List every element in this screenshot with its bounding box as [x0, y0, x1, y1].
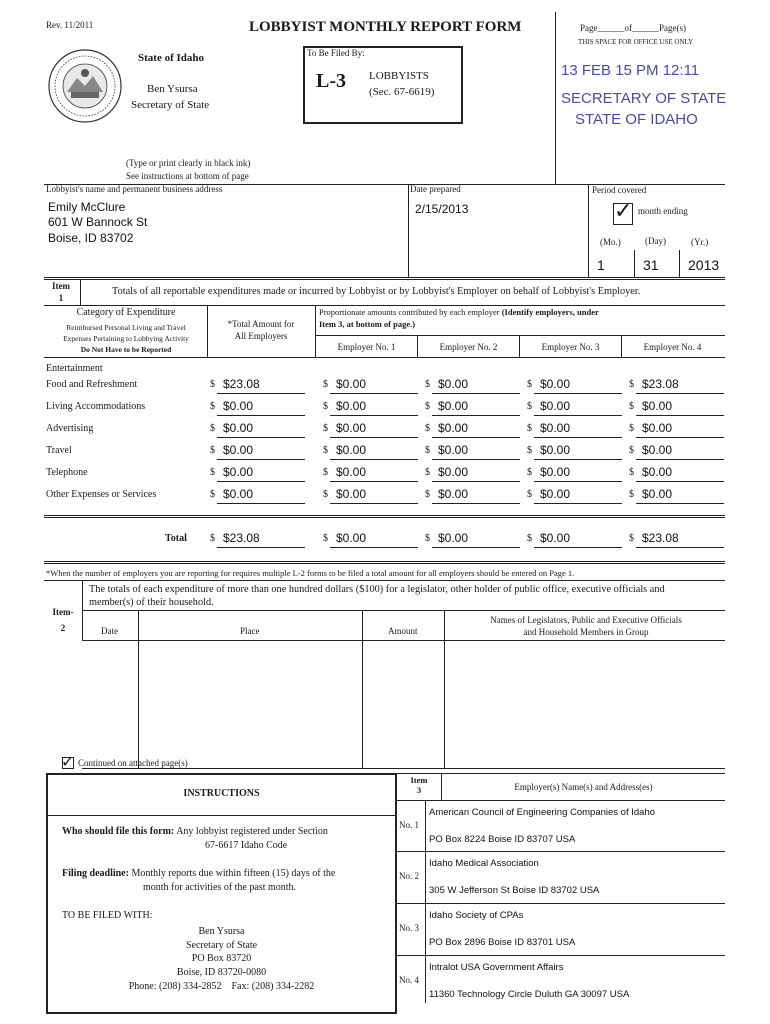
type-print-note: (Type or print clearly in black ink): [126, 158, 251, 168]
item2-label-b: 2: [60, 623, 66, 633]
employer-row-divider: [397, 903, 725, 904]
expenditure-category-label: Other Expenses or Services: [46, 489, 157, 500]
received-stamp-office: SECRETARY OF STATE: [561, 90, 727, 107]
divider: [679, 250, 680, 278]
amount-underline: [534, 393, 622, 394]
divider: [82, 640, 725, 641]
form-code: L-3: [316, 70, 346, 92]
reimbursed-note-1: Reimbursed Personal Living and Travel: [66, 323, 186, 332]
employer-row-divider: [397, 955, 725, 956]
employer-name[interactable]: Intralot USA Government Affairs: [429, 962, 564, 973]
amount-underline: [534, 437, 622, 438]
employer-number: No. 2: [399, 871, 419, 881]
employer-number: No. 4: [399, 975, 419, 985]
item2-col-date: Date: [101, 626, 118, 636]
divider: [47, 815, 396, 816]
amount-underline: [217, 547, 305, 548]
divider: [588, 184, 589, 278]
total-amount-field[interactable]: $0.00: [223, 399, 254, 413]
filing-address-4: Boise, ID 83720-0080: [176, 967, 267, 979]
total-amount-heading-1: *Total Amount for: [227, 319, 295, 329]
secretary-title: Secretary of State: [131, 99, 210, 111]
amount-underline: [432, 481, 520, 482]
currency-symbol: $: [323, 533, 328, 544]
currency-symbol: $: [323, 379, 328, 390]
expenditure-category-label: Food and Refreshment: [46, 379, 138, 390]
divider: [82, 610, 725, 611]
divider: [362, 610, 363, 768]
item1-label-a: Item: [52, 281, 70, 291]
employer-total-field[interactable]: $23.08: [642, 531, 679, 545]
divider: [397, 800, 725, 801]
expenditure-category-label: Telephone: [46, 467, 88, 478]
employer-amount-field[interactable]: $0.00: [540, 465, 571, 479]
currency-symbol: $: [527, 401, 532, 412]
divider: [44, 515, 725, 518]
item3-label-b: 3: [416, 785, 422, 795]
total-amount-field[interactable]: $0.00: [223, 421, 254, 435]
divider: [80, 280, 81, 306]
employer-total-field[interactable]: $0.00: [540, 531, 571, 545]
divider: [44, 580, 725, 581]
expenditure-category-label: Entertainment: [46, 363, 103, 374]
employer-amount-field[interactable]: $0.00: [438, 443, 469, 457]
employer-amount-field[interactable]: $0.00: [642, 399, 673, 413]
lobbyist-city[interactable]: Boise, ID 83702: [48, 231, 134, 245]
currency-symbol: $: [425, 533, 430, 544]
item3-heading: Employer(s) Name(s) and Address(es): [514, 782, 653, 792]
filing-phone: Phone: (208) 334-2852: [128, 980, 222, 992]
currency-symbol: $: [629, 467, 634, 478]
lobbyist-name[interactable]: Emily McClure: [48, 200, 126, 214]
item2-col-names-1: Names of Legislators, Public and Executive Officials: [490, 615, 682, 625]
expenditure-category-label: Living Accommodations: [46, 401, 146, 412]
amount-underline: [330, 503, 418, 504]
item2-col-names: [446, 614, 726, 638]
employer-name[interactable]: Idaho Society of CPAs: [429, 910, 524, 921]
page-of-field[interactable]: Page______of______Page(s): [580, 23, 686, 33]
currency-symbol: $: [629, 489, 634, 500]
total-amount-field[interactable]: $0.00: [223, 443, 254, 457]
divider: [44, 561, 725, 564]
deadline-text-2: month for activities of the past month.: [143, 882, 297, 893]
item2-col-amount: Amount: [388, 626, 418, 636]
employer-address[interactable]: 305 W Jefferson St Boise ID 83702 USA: [429, 885, 600, 896]
item2-heading-2: member(s) of their household.: [89, 597, 214, 608]
proportionate-heading-2: Item 3, at bottom of page.): [319, 319, 416, 329]
amount-underline: [636, 481, 724, 482]
date-prepared-label: Date prepared: [410, 184, 461, 194]
period-month[interactable]: 1: [597, 257, 605, 273]
item1-label-b: 1: [58, 293, 64, 303]
office-use-divider: [555, 12, 556, 185]
proportionate-heading: [319, 307, 599, 317]
amount-underline: [330, 459, 418, 460]
currency-symbol: $: [425, 379, 430, 390]
idaho-state-seal-icon: [47, 48, 123, 124]
amount-underline: [534, 415, 622, 416]
currency-symbol: $: [210, 445, 215, 456]
amount-underline: [330, 547, 418, 548]
employer-amount-field[interactable]: $0.00: [642, 443, 673, 457]
item1-label: [46, 280, 76, 304]
employers-footnote: *When the number of employers you are reporting for requires multiple L-2 forms to be filed a total amount for all employers should be entered on Page 1.: [46, 568, 575, 578]
currency-symbol: $: [629, 445, 634, 456]
employer-amount-field[interactable]: $0.00: [642, 421, 673, 435]
currency-symbol: $: [527, 379, 532, 390]
instructions-title: INSTRUCTIONS: [183, 788, 260, 799]
amount-underline: [217, 437, 305, 438]
amount-underline: [636, 459, 724, 460]
state-name: State of Idaho: [138, 52, 205, 64]
period-year[interactable]: 2013: [688, 257, 720, 273]
form-title: LOBBYIST MONTHLY REPORT FORM: [249, 19, 522, 35]
grand-total-field[interactable]: $23.08: [223, 531, 260, 545]
currency-symbol: $: [527, 467, 532, 478]
reimbursed-note-2: Expenses Pertaining to Lobbying Activity: [63, 334, 189, 343]
employer-total-field[interactable]: $0.00: [438, 531, 469, 545]
total-amount-heading: [208, 318, 314, 342]
date-prepared-value[interactable]: 2/15/2013: [415, 202, 469, 216]
amount-underline: [534, 481, 622, 482]
filing-address-3: PO Box 83720: [191, 953, 252, 965]
amount-underline: [432, 503, 520, 504]
employer-amount-field[interactable]: $0.00: [336, 399, 367, 413]
employer-amount-field[interactable]: $0.00: [438, 487, 469, 501]
filing-address: [46, 925, 397, 994]
reimbursed-note: [46, 322, 206, 355]
employer-amount-field[interactable]: $0.00: [336, 487, 367, 501]
secretary-name: Ben Ysursa: [147, 83, 198, 95]
employer-number: No. 1: [399, 820, 419, 830]
amount-underline: [534, 547, 622, 548]
item1-heading: Totals of all reportable expenditures made or incurred by Lobbyist or by Lobbyist's Employer on behalf of Lobbyist's Employer.: [112, 286, 641, 297]
continued-label: Continued on attached page(s): [78, 758, 188, 768]
received-stamp-state: STATE OF IDAHO: [575, 111, 698, 128]
lobbyist-label: Lobbyist's name and permanent business address: [46, 184, 223, 194]
currency-symbol: $: [527, 423, 532, 434]
employer-amount-field[interactable]: $23.08: [642, 377, 679, 391]
who-should-file: [62, 826, 328, 837]
filing-address-1: Ben Ysursa: [198, 926, 245, 937]
amount-underline: [636, 503, 724, 504]
total-amount-field[interactable]: $23.08: [223, 377, 260, 391]
divider: [44, 305, 725, 306]
employer-address[interactable]: PO Box 8224 Boise ID 83707 USA: [429, 834, 576, 845]
amount-underline: [432, 415, 520, 416]
employer-amount-field[interactable]: $0.00: [336, 421, 367, 435]
month-ending-label: month ending: [638, 206, 688, 216]
divider: [82, 768, 725, 769]
received-stamp-datetime: 13 FEB 15 PM 12:11: [561, 62, 700, 79]
day-label: (Day): [645, 236, 666, 246]
total-amount-field[interactable]: $0.00: [223, 465, 254, 479]
item2-label: [46, 604, 80, 636]
currency-symbol: $: [527, 445, 532, 456]
currency-symbol: $: [425, 489, 430, 500]
amount-underline: [534, 503, 622, 504]
employer-column-header: Employer No. 2: [439, 342, 498, 352]
year-label: (Yr.): [691, 237, 709, 247]
divider: [425, 800, 426, 1003]
form-type: LOBBYISTS: [369, 70, 429, 82]
total-label: Total: [165, 533, 187, 544]
currency-symbol: $: [527, 533, 532, 544]
divider: [397, 773, 725, 774]
item2-col-names-2: and Household Members in Group: [523, 627, 649, 637]
employer-amount-field[interactable]: $0.00: [540, 487, 571, 501]
currency-symbol: $: [629, 379, 634, 390]
filed-with-label: TO BE FILED WITH:: [62, 910, 153, 921]
item2-col-place: Place: [240, 626, 260, 636]
currency-symbol: $: [527, 489, 532, 500]
currency-symbol: $: [210, 467, 215, 478]
currency-symbol: $: [323, 401, 328, 412]
currency-symbol: $: [323, 445, 328, 456]
divider: [315, 335, 725, 336]
currency-symbol: $: [425, 401, 430, 412]
divider: [44, 277, 725, 280]
currency-symbol: $: [210, 401, 215, 412]
check-mark-icon: ✓: [61, 754, 75, 771]
total-amount-field[interactable]: $0.00: [223, 487, 254, 501]
currency-symbol: $: [210, 379, 215, 390]
total-amount-heading-2: All Employers: [234, 331, 288, 341]
who-text-1: Any lobbyist registered under Section: [176, 826, 328, 837]
amount-underline: [636, 437, 724, 438]
currency-symbol: $: [629, 423, 634, 434]
employer-address[interactable]: PO Box 2896 Boise ID 83701 USA: [429, 937, 576, 948]
revision-date: Rev. 11/2011: [46, 20, 94, 30]
category-heading: Category of Expenditure: [76, 307, 176, 318]
amount-underline: [217, 481, 305, 482]
employer-column-header: Employer No. 3: [541, 342, 600, 352]
employer-number: No. 3: [399, 923, 419, 933]
currency-symbol: $: [323, 467, 328, 478]
employer-row-divider: [397, 851, 725, 852]
amount-underline: [217, 459, 305, 460]
expenditure-category-label: Advertising: [46, 423, 94, 434]
amount-underline: [636, 393, 724, 394]
currency-symbol: $: [210, 423, 215, 434]
currency-symbol: $: [323, 489, 328, 500]
item2-heading-1: The totals of each expenditure of more than one hundred dollars ($100) for a legislator, other holder of public office, executive officials and: [89, 584, 665, 595]
employer-amount-field[interactable]: $0.00: [438, 421, 469, 435]
filing-phone-fax: [46, 980, 397, 994]
proportionate-heading-1: Proportionate amounts contributed by each employer: [319, 307, 500, 317]
amount-underline: [330, 393, 418, 394]
employer-amount-field[interactable]: $0.00: [540, 399, 571, 413]
amount-underline: [330, 415, 418, 416]
employer-amount-field[interactable]: $0.00: [540, 377, 571, 391]
employer-amount-field[interactable]: $0.00: [336, 443, 367, 457]
amount-underline: [330, 481, 418, 482]
amount-underline: [432, 437, 520, 438]
employer-amount-field[interactable]: $0.00: [438, 465, 469, 479]
currency-symbol: $: [210, 489, 215, 500]
currency-symbol: $: [425, 445, 430, 456]
divider: [44, 357, 725, 358]
employer-amount-field[interactable]: $0.00: [438, 377, 469, 391]
amount-underline: [534, 459, 622, 460]
proportionate-heading-bold: (Identify employers, under: [501, 307, 599, 317]
currency-symbol: $: [425, 467, 430, 478]
period-day[interactable]: 31: [643, 257, 659, 273]
form-section: (Sec. 67-6619): [369, 86, 435, 98]
reimbursed-note-3: Do Not Have to be Reported: [80, 345, 172, 354]
employer-amount-field[interactable]: $0.00: [642, 487, 673, 501]
check-mark-icon: ✓: [614, 198, 633, 223]
expenditure-category-label: Travel: [46, 445, 72, 456]
amount-underline: [636, 547, 724, 548]
employer-name[interactable]: Idaho Medical Association: [429, 858, 539, 869]
employer-amount-field[interactable]: $0.00: [336, 465, 367, 479]
currency-symbol: $: [210, 533, 215, 544]
employer-name[interactable]: American Council of Engineering Companies of Idaho: [429, 807, 656, 818]
employer-address[interactable]: 11360 Technology Circle Duluth GA 30097 USA: [429, 989, 630, 1000]
employer-column-header: Employer No. 4: [643, 342, 702, 352]
divider: [444, 610, 445, 768]
currency-symbol: $: [323, 423, 328, 434]
filing-address-2: Secretary of State: [185, 939, 258, 951]
deadline-text-1: Monthly reports due within fifteen (15) days of the: [131, 868, 336, 879]
see-instructions-note: See instructions at bottom of page: [126, 171, 249, 181]
office-use-label: THIS SPACE FOR OFFICE USE ONLY: [578, 38, 694, 46]
amount-underline: [217, 393, 305, 394]
divider: [138, 610, 139, 768]
who-label: Who should file this form:: [62, 826, 175, 837]
employer-amount-field[interactable]: $0.00: [642, 465, 673, 479]
item3-label: [398, 775, 440, 795]
month-label: (Mo.): [600, 237, 621, 247]
deadline-label: Filing deadline:: [62, 868, 129, 879]
employer-total-field[interactable]: $0.00: [336, 531, 367, 545]
amount-underline: [432, 393, 520, 394]
employer-amount-field[interactable]: $0.00: [438, 399, 469, 413]
item2-label-a: Item-: [52, 607, 74, 617]
period-covered-label: Period covered: [592, 185, 647, 195]
employer-column-header: Employer No. 1: [337, 342, 396, 352]
divider: [408, 184, 409, 278]
lobbyist-street[interactable]: 601 W Bannock St: [48, 215, 148, 229]
divider: [634, 250, 635, 278]
amount-underline: [432, 459, 520, 460]
item3-label-a: Item: [410, 775, 428, 785]
currency-symbol: $: [629, 401, 634, 412]
employer-amount-field[interactable]: $0.00: [540, 443, 571, 457]
amount-underline: [636, 415, 724, 416]
employer-amount-field[interactable]: $0.00: [540, 421, 571, 435]
employer-amount-field[interactable]: $0.00: [336, 377, 367, 391]
filing-fax: Fax: (208) 334-2282: [231, 980, 315, 992]
who-text-2: 67-6617 Idaho Code: [205, 840, 288, 851]
currency-symbol: $: [425, 423, 430, 434]
amount-underline: [217, 415, 305, 416]
amount-underline: [217, 503, 305, 504]
currency-symbol: $: [629, 533, 634, 544]
amount-underline: [330, 437, 418, 438]
amount-underline: [432, 547, 520, 548]
filed-by-label: To Be Filed By:: [307, 48, 365, 58]
filing-deadline: [62, 868, 335, 879]
